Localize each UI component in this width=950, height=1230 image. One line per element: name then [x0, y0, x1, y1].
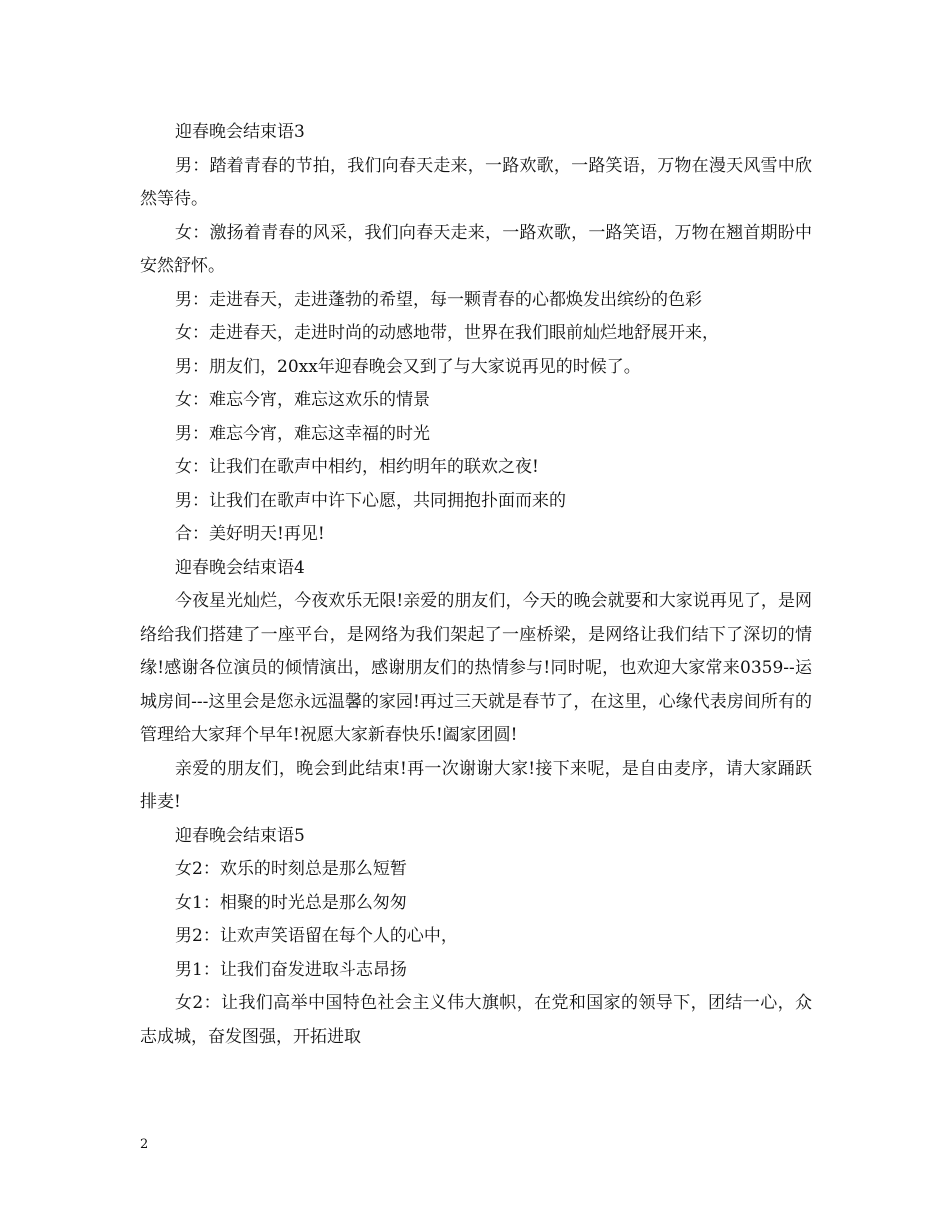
dialogue-line: 男2：让欢声笑语留在每个人的心中， — [175, 926, 458, 946]
dialogue-line: 男1：让我们奋发进取斗志昂扬 — [175, 959, 407, 980]
dialogue-line: 女2：让我们高举中国特色社会主义伟大旗帜，在党和国家的领导下，团结一心，众志成城，奋发图强，开拓进取 — [140, 993, 812, 1047]
dialogue-line: 女：走进春天，走进时尚的动感地带，世界在我们眼前灿烂地舒展开来， — [175, 323, 719, 343]
dialogue-line: 女1：相聚的时光总是那么匆匆 — [175, 892, 407, 913]
section-heading: 迎春晚会结束语5 — [175, 825, 305, 846]
page-number: 2 — [140, 1137, 149, 1152]
body-paragraph: 今夜星光灿烂，今夜欢乐无限!亲爱的朋友们，今天的晚会就要和大家说再见了，是网络给我们搭建了一座平台，是网络为我们架起了一座桥梁，是网络让我们结下了深切的情缘!感谢各位演员的倾情演出，感谢朋友们的热情参与!同时呢，也欢迎大家常来0359--运城房间---这里会是您永远温馨的家园!再过三天就是春节了，在这里，心缘代表房间所有的管理给大家拜个早年!祝愿大家新春快乐!阖家团圆! — [140, 591, 812, 745]
dialogue-line: 女：难忘今宵，难忘这欢乐的情景 — [175, 390, 430, 410]
dialogue-line: 男：踏着青春的节拍，我们向春天走来，一路欢歌，一路笑语，万物在漫天风雪中欣然等待。 — [140, 155, 812, 209]
section-heading: 迎春晚会结束语4 — [175, 557, 305, 578]
dialogue-line: 男：走进春天，走进蓬勃的希望，每一颗青春的心都焕发出缤纷的色彩 — [175, 289, 702, 310]
dialogue-line: 女：让我们在歌声中相约，相约明年的联欢之夜! — [175, 457, 539, 477]
document-body — [140, 116, 812, 1054]
dialogue-line: 女：激扬着青春的风采，我们向春天走来，一路欢歌，一路笑语，万物在翘首期盼中安然舒怀。 — [140, 222, 812, 276]
dialogue-line: 合：美好明天!再见! — [175, 524, 325, 544]
dialogue-line: 男：难忘今宵，难忘这幸福的时光 — [175, 423, 430, 444]
dialogue-line: 女2：欢乐的时刻总是那么短暂 — [175, 859, 407, 879]
dialogue-line: 男：朋友们，20xx年迎春晚会又到了与大家说再见的时候了。 — [175, 356, 641, 377]
section-heading: 迎春晚会结束语3 — [175, 122, 305, 142]
body-paragraph: 亲爱的朋友们，晚会到此结束!再一次谢谢大家!接下来呢，是自由麦序，请大家踊跃排麦! — [140, 758, 812, 812]
dialogue-line: 男：让我们在歌声中许下心愿，共同拥抱扑面而来的 — [175, 490, 566, 511]
